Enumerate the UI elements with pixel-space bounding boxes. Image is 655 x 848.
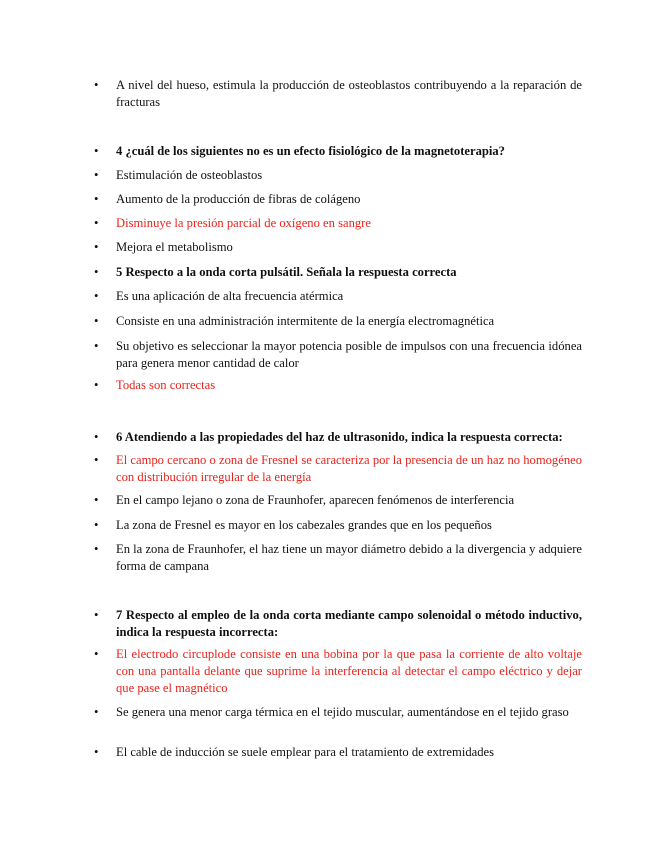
- bullet-icon: •: [94, 192, 99, 206]
- list-item-text: La zona de Fresnel es mayor en los cabezales grandes que en los pequeños: [116, 518, 492, 532]
- bullet-icon: •: [94, 240, 99, 254]
- correct-answer-text: Disminuye la presión parcial de oxígeno en sangre: [116, 216, 371, 230]
- list-item-text: A nivel del hueso, estimula la producción de osteoblastos contribuyendo a la reparación de fracturas: [116, 78, 582, 109]
- list-item-text: Su objetivo es seleccionar la mayor potencia posible de impulsos con una frecuencia idónea para genera menor cantidad de calor: [116, 339, 582, 370]
- bullet-icon: •: [94, 453, 99, 467]
- bullet-icon: •: [94, 378, 99, 392]
- correct-answer-text: El electrodo circuplode consiste en una bobina por la que pasa la corriente de alto voltaje con una pantalla delante que suprime la interferencia al detectar el campo eléctrico y dejar que pase el magnético: [116, 647, 582, 695]
- list-item-text: Es una aplicación de alta frecuencia atérmica: [116, 289, 344, 303]
- bullet-icon: •: [94, 430, 99, 444]
- bullet-icon: •: [94, 542, 99, 556]
- question-text: 5 Respecto a la onda corta pulsátil. Señala la respuesta correcta: [116, 265, 457, 279]
- bullet-icon: •: [94, 314, 99, 328]
- correct-answer-text: Todas son correctas: [116, 378, 216, 392]
- question-text: 6 Atendiendo a las propiedades del haz de ultrasonido, indica la respuesta correcta:: [116, 430, 563, 444]
- bullet-icon: •: [94, 289, 99, 303]
- list-item-text: En el campo lejano o zona de Fraunhofer, aparecen fenómenos de interferencia: [116, 493, 515, 507]
- bullet-icon: •: [94, 608, 99, 622]
- bullet-icon: •: [94, 518, 99, 532]
- list-item-text: Consiste en una administración intermitente de la energía electromagnética: [116, 314, 495, 328]
- bullet-icon: •: [94, 339, 99, 353]
- correct-answer-text: El campo cercano o zona de Fresnel se caracteriza por la presencia de un haz no homogéneo con distribución irregular de la energía: [116, 453, 582, 484]
- bullet-icon: •: [94, 265, 99, 279]
- bullet-icon: •: [94, 647, 99, 661]
- list-item-text: Se genera una menor carga térmica en el tejido muscular, aumentándose en el tejido graso: [116, 705, 569, 719]
- bullet-icon: •: [94, 705, 99, 719]
- list-item-text: Mejora el metabolismo: [116, 240, 233, 254]
- bullet-icon: •: [94, 216, 99, 230]
- question-text: 7 Respecto al empleo de la onda corta mediante campo solenoidal o método inductivo, indica la respuesta incorrecta:: [116, 608, 582, 639]
- bullet-icon: •: [94, 745, 99, 759]
- bullet-icon: •: [94, 144, 99, 158]
- bullet-icon: •: [94, 493, 99, 507]
- question-text: 4 ¿cuál de los siguientes no es un efecto fisiológico de la magnetoterapia?: [116, 144, 505, 158]
- list-item-text: En la zona de Fraunhofer, el haz tiene un mayor diámetro debido a la divergencia y adquiere forma de campana: [116, 542, 582, 573]
- list-item-text: El cable de inducción se suele emplear para el tratamiento de extremidades: [116, 745, 494, 759]
- bullet-icon: •: [94, 78, 99, 92]
- bullet-icon: •: [94, 168, 99, 182]
- list-item-text: Estimulación de osteoblastos: [116, 168, 263, 182]
- list-item-text: Aumento de la producción de fibras de colágeno: [116, 192, 361, 206]
